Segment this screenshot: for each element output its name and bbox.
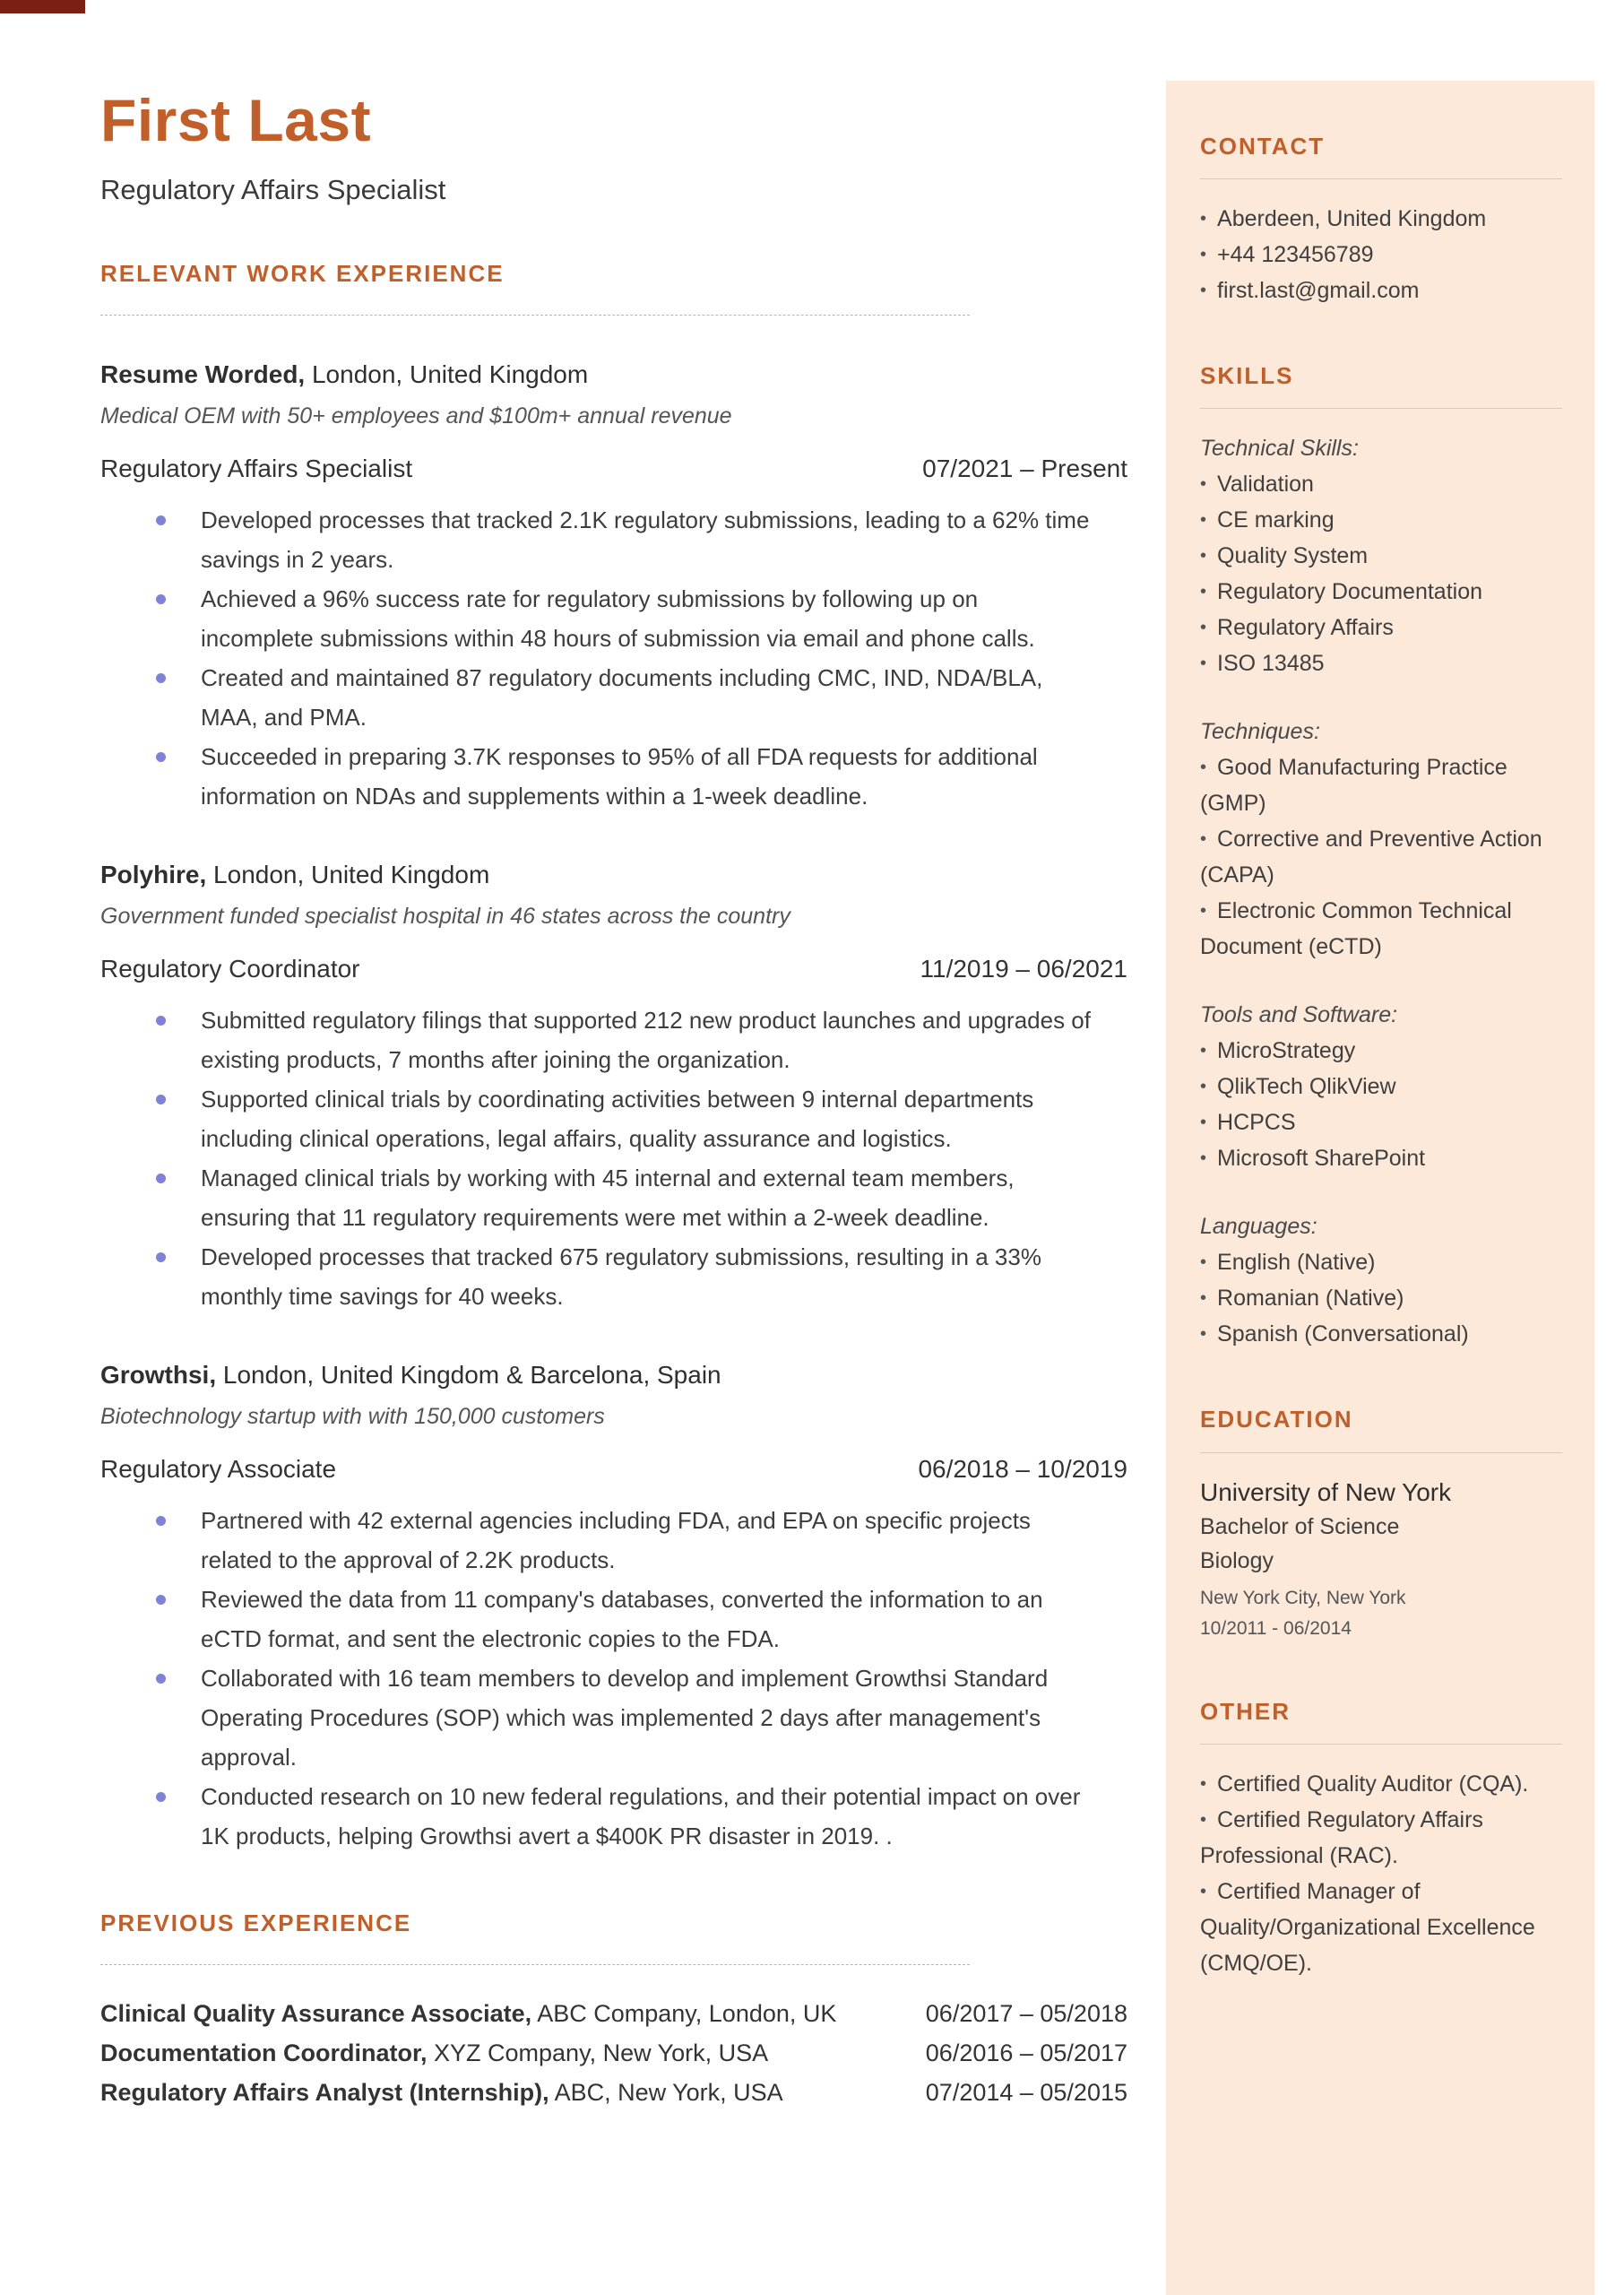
job-company-line: [100, 857, 1127, 894]
bullet-item: Managed clinical trials by working with 45 internal and external team members, ensuring that 11 regulatory requirements were met within a 2-week deadline.: [100, 1158, 1127, 1237]
previous-role-company: ABC Company, London, UK: [531, 2000, 837, 2028]
previous-role: [100, 2073, 783, 2112]
skill-item: • Romanian (Native): [1200, 1280, 1562, 1316]
job-dates: 07/2021 – Present: [922, 455, 1127, 483]
sidebar: [1166, 81, 1594, 2295]
previous-role-company: ABC, New York, USA: [549, 2079, 783, 2107]
company-name: Polyhire,: [100, 861, 207, 889]
bullet-item: Reviewed the data from 11 company's databases, converted the information to an eCTD format, and sent the electronic copies to the FDA.: [100, 1580, 1127, 1658]
job-title: Regulatory Coordinator: [100, 955, 360, 983]
bullet-item: Succeeded in preparing 3.7K responses to 95% of all FDA requests for additional information on NDAs and supplements within a 1-week deadline.: [100, 737, 1127, 816]
skill-item: • English (Native): [1200, 1244, 1562, 1280]
corner-accent: [0, 0, 85, 13]
previous-role-row: [100, 1994, 1127, 2033]
sidebar-divider: [1200, 408, 1562, 409]
previous-role-row: [100, 2073, 1127, 2112]
skill-item: • QlikTech QlikView: [1200, 1069, 1562, 1104]
previous-role-dates: 06/2016 – 05/2017: [925, 2040, 1127, 2067]
sidebar-section-other: [1200, 1698, 1562, 1981]
section-divider: [100, 315, 970, 316]
skill-item: • Microsoft SharePoint: [1200, 1140, 1562, 1176]
education-school: University of New York: [1200, 1477, 1452, 1506]
certification-item: • Certified Manager of Quality/Organizational Excellence (CMQ/OE).: [1200, 1874, 1562, 1981]
bullet-item: Supported clinical trials by coordinating activities between 9 internal departments including clinical operations, legal affairs, quality assurance and logistics.: [100, 1079, 1127, 1158]
job-dates: 06/2018 – 10/2019: [918, 1454, 1127, 1483]
job-role-line: [100, 950, 1127, 988]
job-bullet-list: [100, 1000, 1127, 1316]
education-details: [1200, 1583, 1562, 1644]
sidebar-divider: [1200, 1744, 1562, 1745]
skill-item: • Spanish (Conversational): [1200, 1316, 1562, 1352]
bullet-item: Created and maintained 87 regulatory documents including CMC, IND, NDA/BLA, MAA, and PMA.: [100, 658, 1127, 737]
skill-item: • Electronic Common Technical Document (eCTD): [1200, 893, 1562, 965]
bullet-item: Conducted research on 10 new federal regulations, and their potential impact on over 1K products, helping Growthsi avert a $400K PR disaster in 2019. .: [100, 1777, 1127, 1856]
education-dates: 10/2011 - 06/2014: [1200, 1617, 1352, 1639]
job-entry-resume-worded: [100, 357, 1127, 816]
section-header-previous-experience: PREVIOUS EXPERIENCE: [100, 1909, 412, 1936]
bullet-item: Developed processes that tracked 675 regulatory submissions, resulting in a 33% monthly time savings for 40 weeks.: [100, 1237, 1127, 1316]
company-name: Resume Worded,: [100, 360, 306, 389]
previous-role-title: Clinical Quality Assurance Associate,: [100, 2000, 532, 2028]
sidebar-divider: [1200, 1452, 1562, 1453]
job-title: Regulatory Associate: [100, 1454, 337, 1483]
previous-role: [100, 1994, 836, 2033]
candidate-name: First Last: [100, 87, 372, 153]
candidate-title: Regulatory Affairs Specialist: [100, 173, 446, 205]
skills-group-technical: [1200, 430, 1562, 681]
company-location: London, United Kingdom: [206, 861, 490, 889]
job-company-line: [100, 357, 1127, 394]
job-company-line: [100, 1357, 1127, 1394]
sidebar-section-education: [1200, 1406, 1562, 1643]
sidebar-section-contact: [1200, 133, 1562, 308]
job-role-line: [100, 450, 1127, 488]
skills-group-label: Tools and Software:: [1200, 1002, 1398, 1028]
skill-item: • Corrective and Preventive Action (CAPA): [1200, 821, 1562, 893]
certification-item: • Certified Quality Auditor (CQA).: [1200, 1766, 1562, 1802]
job-title: Regulatory Affairs Specialist: [100, 455, 413, 483]
bullet-item: Achieved a 96% success rate for regulatory submissions by following up on incomplete submissions within 48 hours of submission via email and phone calls.: [100, 579, 1127, 658]
previous-role: [100, 2033, 768, 2073]
skills-group-label: Technical Skills:: [1200, 436, 1359, 462]
previous-role-dates: 07/2014 – 05/2015: [925, 2079, 1127, 2107]
sidebar-section-skills: [1200, 362, 1562, 1352]
skills-group-languages: [1200, 1208, 1562, 1352]
skills-group-label: Techniques:: [1200, 719, 1320, 745]
skill-item: • ISO 13485: [1200, 645, 1562, 681]
job-bullet-list: [100, 500, 1127, 816]
company-description: Medical OEM with 50+ employees and $100m+ annual revenue: [100, 403, 732, 429]
contact-location: • Aberdeen, United Kingdom: [1200, 201, 1562, 237]
job-dates: 11/2019 – 06/2021: [920, 955, 1127, 983]
previous-experience-section: [100, 1910, 1127, 2112]
previous-role-title: Documentation Coordinator,: [100, 2040, 428, 2067]
main-column: [100, 0, 1127, 2112]
skill-item: • Validation: [1200, 466, 1562, 502]
sidebar-divider: [1200, 178, 1562, 179]
job-bullet-list: [100, 1501, 1127, 1856]
skill-item: • CE marking: [1200, 502, 1562, 538]
education-degree: Bachelor of Science: [1200, 1513, 1400, 1539]
bullet-item: Submitted regulatory filings that supported 212 new product launches and upgrades of existing products, 7 months after joining the organization.: [100, 1000, 1127, 1079]
bullet-item: Developed processes that tracked 2.1K regulatory submissions, leading to a 62% time savings in 2 years.: [100, 500, 1127, 579]
skills-group-label: Languages:: [1200, 1214, 1317, 1240]
contact-phone: • +44 123456789: [1200, 237, 1562, 273]
skill-item: • MicroStrategy: [1200, 1033, 1562, 1069]
section-divider: [100, 1964, 970, 1965]
job-entry-growthsi: [100, 1357, 1127, 1856]
section-header-relevant-experience: RELEVANT WORK EXPERIENCE: [100, 260, 505, 288]
skills-header: SKILLS: [1200, 362, 1294, 390]
skills-group-tools: [1200, 997, 1562, 1176]
previous-role-company: XYZ Company, New York, USA: [427, 2040, 769, 2067]
previous-role-title: Regulatory Affairs Analyst (Internship),: [100, 2079, 549, 2107]
company-location: London, United Kingdom: [305, 360, 589, 389]
contact-email: • first.last@gmail.com: [1200, 273, 1562, 308]
company-name: Growthsi,: [100, 1361, 217, 1390]
job-entry-polyhire: [100, 857, 1127, 1316]
skill-item: • Good Manufacturing Practice (GMP): [1200, 749, 1562, 821]
previous-role-dates: 06/2017 – 05/2018: [925, 2000, 1127, 2028]
skill-item: • HCPCS: [1200, 1104, 1562, 1140]
company-location: London, United Kingdom & Barcelona, Spain: [216, 1361, 721, 1390]
education-major: Biology: [1200, 1547, 1274, 1573]
education-location: New York City, New York: [1200, 1587, 1406, 1608]
contact-header: CONTACT: [1200, 133, 1326, 160]
other-header: OTHER: [1200, 1697, 1291, 1725]
previous-role-row: [100, 2033, 1127, 2073]
skills-group-techniques: [1200, 714, 1562, 965]
skill-item: • Regulatory Affairs: [1200, 610, 1562, 645]
skill-item: • Regulatory Documentation: [1200, 574, 1562, 610]
bullet-item: Collaborated with 16 team members to develop and implement Growthsi Standard Operating Procedures (SOP) which was implemented 2 days after management's approval.: [100, 1658, 1127, 1777]
skill-item: • Quality System: [1200, 538, 1562, 574]
company-description: Government funded specialist hospital in 46 states across the country: [100, 903, 790, 929]
education-header: EDUCATION: [1200, 1406, 1353, 1433]
job-role-line: [100, 1451, 1127, 1488]
bullet-item: Partnered with 42 external agencies including FDA, and EPA on specific projects related to the approval of 2.2K products.: [100, 1501, 1127, 1580]
certification-item: • Certified Regulatory Affairs Professional (RAC).: [1200, 1802, 1562, 1874]
previous-experience-rows: [100, 1994, 1127, 2112]
company-description: Biotechnology startup with with 150,000 customers: [100, 1403, 605, 1429]
